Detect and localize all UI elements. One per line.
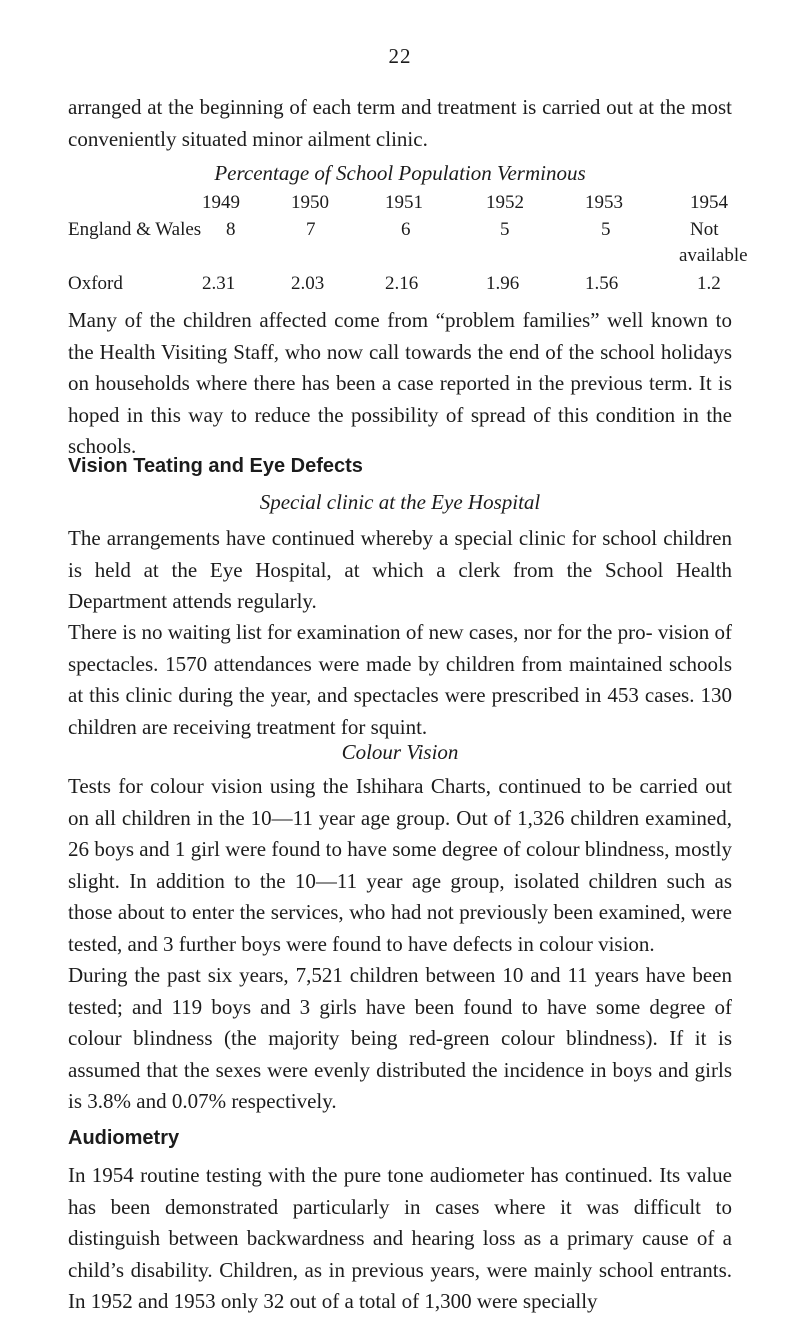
subheading-eye-hospital: Special clinic at the Eye Hospital bbox=[259, 490, 541, 514]
table-cell: 7 bbox=[306, 219, 316, 240]
table-cell: 5 bbox=[601, 219, 611, 240]
table-title: Percentage of School Population Verminous bbox=[214, 161, 586, 185]
table-cell-note: available bbox=[679, 245, 748, 266]
page-number: 22 bbox=[388, 44, 412, 68]
colour-vision-paragraph-2: During the past six years, 7,521 children between 10 and 11 years have been tested; and 119 boys and 3 girls have been found to have some degree of colour blindness (the majority being red-green colour blindness). If it is assumed that the sexes were evenly distributed the incidence in boys and girls is 3.8% and 0.07% respectively. bbox=[68, 963, 732, 1113]
table-cell: Not bbox=[690, 219, 719, 240]
vision-paragraph-1: The arrangements have continued whereby a special clinic for school children is held at the Eye Hospital, at which a clerk from the School Health Department attends regularly. bbox=[68, 526, 732, 613]
section-heading-audiometry: Audiometry bbox=[68, 1127, 180, 1149]
year-header: 1950 bbox=[291, 192, 329, 213]
table-cell: 2.31 bbox=[202, 273, 236, 294]
section-heading-vision: Vision Teating and Eye Defects bbox=[68, 455, 363, 477]
intro-paragraph: arranged at the beginning of each term and treatment is carried out at the most conveniently situated minor ailment clinic. bbox=[68, 95, 732, 151]
table-cell: 8 bbox=[226, 219, 236, 240]
table-cell: 5 bbox=[500, 219, 510, 240]
row-label-oxford: Oxford bbox=[68, 273, 123, 294]
subheading-colour-vision: Colour Vision bbox=[341, 740, 459, 764]
table-cell: 2.03 bbox=[291, 273, 325, 294]
year-header: 1951 bbox=[385, 192, 423, 213]
year-header: 1954 bbox=[690, 192, 728, 213]
table-cell: 1.56 bbox=[585, 273, 619, 294]
problem-families-paragraph: Many of the children affected come from “problem families” well known to the Health Visiting Staff, who now call towards the end of the school holidays on households where there has been a case reported in the previous term. It is hoped in this way to reduce the possibility of spread of this condition in the schools. bbox=[68, 308, 732, 458]
table-cell: 1.2 bbox=[697, 273, 721, 294]
year-header: 1952 bbox=[486, 192, 524, 213]
audiometry-paragraph: In 1954 routine testing with the pure tone audiometer has continued. Its value has been demonstrated particularly in cases where it was difficult to distinguish between backwardness and hearing loss as a primary cause of a child’s disability. Children, as in previous years, were mainly school entrants. In 1952 and 1953 only 32 out of a total of 1,300 were specially bbox=[68, 1163, 732, 1313]
table-cell: 2.16 bbox=[385, 273, 419, 294]
table-cell: 1.96 bbox=[486, 273, 520, 294]
table-cell: 6 bbox=[401, 219, 411, 240]
year-header: 1949 bbox=[202, 192, 240, 213]
colour-vision-paragraph-1: Tests for colour vision using the Ishihara Charts, continued to be carried out on all children in the 10—11 year age group. Out of 1,326 children examined, 26 boys and 1 girl were found to have some degree of colour blindness, mostly slight. In addition to the 10—11 year age group, isolated children such as those about to enter the services, who had not previously been examined, were tested, and 3 further boys were found to have defects in colour vision. bbox=[68, 774, 732, 956]
vision-paragraph-2: There is no waiting list for examination of new cases, nor for the pro- vision of spectacles. 1570 attendances were made by children from maintained schools at this clinic during the year, and spectacles were prescribed in 453 cases. 130 children are receiving treatment for squint. bbox=[68, 620, 732, 739]
row-label-england-wales: England & Wales bbox=[68, 219, 202, 240]
year-header: 1953 bbox=[585, 192, 623, 213]
